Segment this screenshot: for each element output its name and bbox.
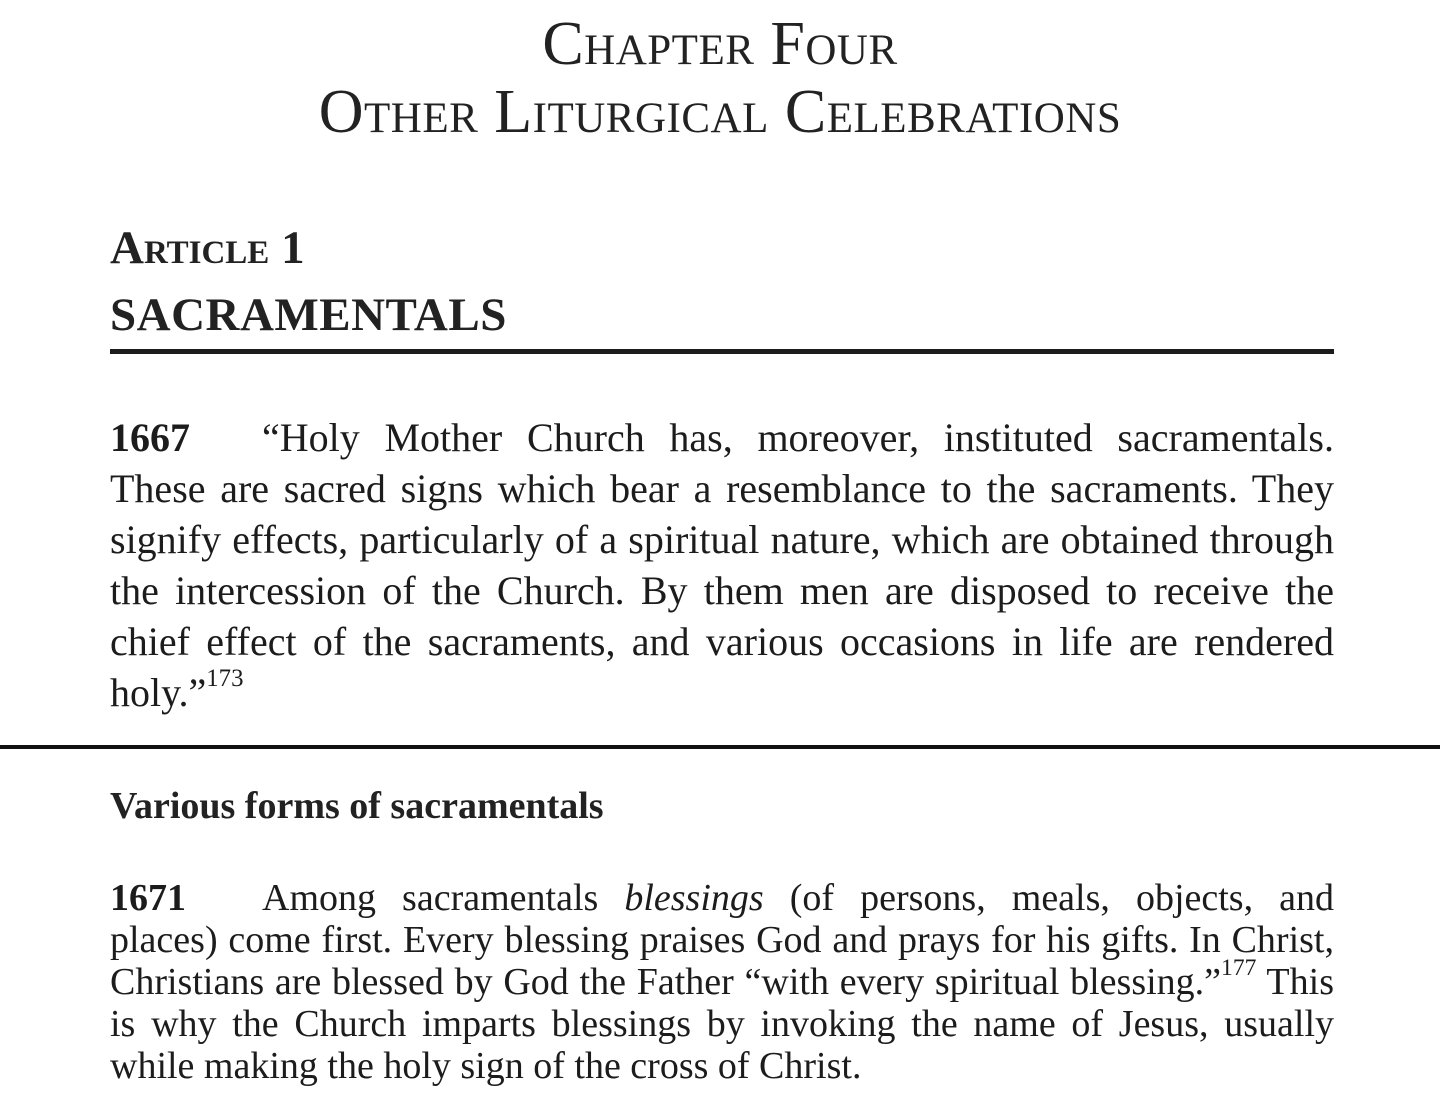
paragraph-text: “Holy Mother Church has, moreover, instituted sacramentals. These are sacred signs which bear a resemblance to the sacraments. They signify effects, particularly of a spiritual nature, which are obtained through the intercession of the Church. By them men are disposed to receive the chief effect of the sacraments, and various occasions in life are rendered holy.” bbox=[110, 415, 1334, 715]
article-label: Article 1 bbox=[110, 222, 305, 274]
section-heading: Various forms of sacramentals bbox=[110, 785, 604, 827]
footnote-marker[interactable]: 177 bbox=[1221, 955, 1257, 982]
chapter-title: Other Liturgical Celebrations bbox=[318, 78, 1122, 146]
page-divider bbox=[0, 745, 1440, 749]
paragraph-text-middle: (of persons, meals, objects, and places) come first. Every blessing praises God and prays for his gifts. In Christ, Christians are blessed by God the Father “with every spiritual blessing.” bbox=[110, 877, 1335, 1003]
paragraph-1667 bbox=[110, 412, 1334, 718]
paragraph-number: 1671 bbox=[110, 877, 186, 919]
paragraph-number: 1667 bbox=[110, 415, 190, 460]
paragraph-emphasis: blessings bbox=[624, 877, 764, 919]
footnote-marker[interactable]: 173 bbox=[206, 665, 244, 693]
article-divider bbox=[110, 349, 1334, 354]
chapter-number: Chapter Four bbox=[542, 10, 898, 78]
paragraph-1671 bbox=[110, 877, 1334, 1087]
paragraph-text-end: This is why the Church imparts blessings by invoking the name of Jesus, usually while making the holy sign of the cross of Christ. bbox=[110, 961, 1334, 1087]
article-title: SACRAMENTALS bbox=[110, 289, 507, 341]
paragraph-text-start: Among sacramentals bbox=[262, 877, 625, 919]
chapter-heading bbox=[0, 10, 1440, 146]
